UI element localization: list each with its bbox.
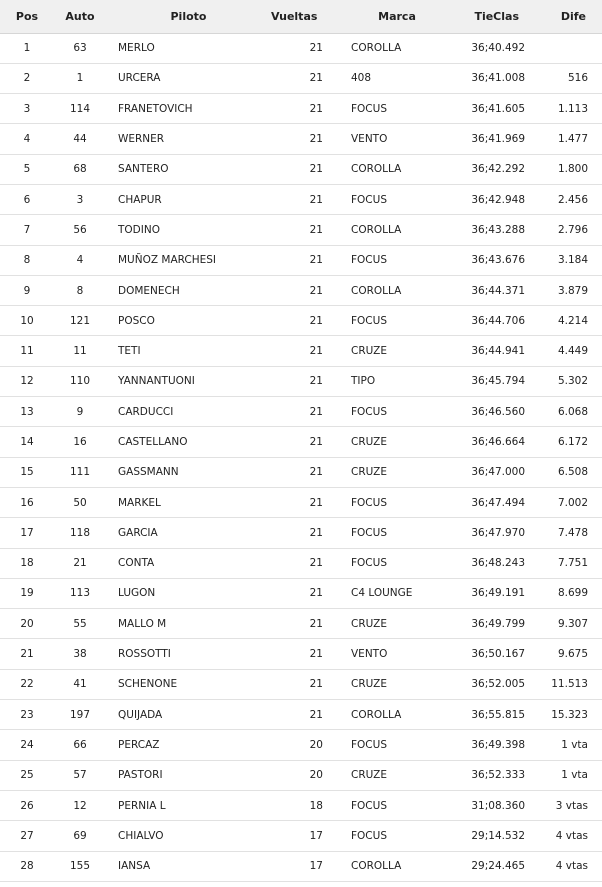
table-row (0, 548, 602, 578)
cell-auto: 57 (54, 760, 106, 790)
cell-vueltas: 21 (271, 700, 347, 730)
cell-piloto: TODINO (106, 215, 271, 245)
cell-tieclas: 36;46.560 (447, 397, 533, 427)
header-piloto: Piloto (106, 0, 271, 33)
cell-dife: 1.800 (533, 154, 602, 184)
cell-pos: 6 (0, 184, 54, 214)
cell-dife: 3.184 (533, 245, 602, 275)
cell-tieclas: 36;40.492 (447, 33, 533, 63)
cell-pos: 12 (0, 366, 54, 396)
cell-pos: 1 (0, 33, 54, 63)
cell-piloto: MARKEL (106, 487, 271, 517)
cell-piloto: URCERA (106, 63, 271, 93)
cell-marca: FOCUS (347, 730, 447, 760)
cell-auto: 118 (54, 518, 106, 548)
cell-marca: CRUZE (347, 457, 447, 487)
cell-vueltas: 21 (271, 397, 347, 427)
cell-pos: 22 (0, 669, 54, 699)
cell-auto: 41 (54, 669, 106, 699)
cell-pos: 8 (0, 245, 54, 275)
cell-dife: 15.323 (533, 700, 602, 730)
cell-dife: 7.478 (533, 518, 602, 548)
cell-pos: 23 (0, 700, 54, 730)
cell-dife: 3 vtas (533, 790, 602, 820)
header-row (0, 0, 602, 33)
cell-tieclas: 36;48.243 (447, 548, 533, 578)
cell-pos: 16 (0, 487, 54, 517)
table-row (0, 184, 602, 214)
cell-marca: CRUZE (347, 427, 447, 457)
header-pos: Pos (0, 0, 54, 33)
cell-dife: 516 (533, 63, 602, 93)
cell-tieclas: 31;08.360 (447, 790, 533, 820)
table-row (0, 63, 602, 93)
cell-tieclas: 36;49.799 (447, 609, 533, 639)
cell-auto: 55 (54, 609, 106, 639)
cell-pos: 10 (0, 306, 54, 336)
cell-pos: 9 (0, 275, 54, 305)
cell-vueltas: 21 (271, 275, 347, 305)
cell-piloto: GARCIA (106, 518, 271, 548)
cell-vueltas: 21 (271, 124, 347, 154)
cell-dife: 4 vtas (533, 851, 602, 881)
cell-marca: CRUZE (347, 669, 447, 699)
cell-auto: 113 (54, 578, 106, 608)
cell-piloto: TETI (106, 336, 271, 366)
header-tieclas: TieClas (447, 0, 533, 33)
cell-piloto: PASTORI (106, 760, 271, 790)
cell-auto: 4 (54, 245, 106, 275)
cell-dife: 2.456 (533, 184, 602, 214)
cell-pos: 21 (0, 639, 54, 669)
cell-tieclas: 36;42.292 (447, 154, 533, 184)
cell-marca: CRUZE (347, 336, 447, 366)
cell-marca: COROLLA (347, 851, 447, 881)
cell-auto: 197 (54, 700, 106, 730)
cell-vueltas: 21 (271, 336, 347, 366)
cell-vueltas: 21 (271, 639, 347, 669)
table-row (0, 609, 602, 639)
cell-pos: 24 (0, 730, 54, 760)
table-row (0, 366, 602, 396)
cell-pos: 2 (0, 63, 54, 93)
cell-pos: 20 (0, 609, 54, 639)
cell-marca: FOCUS (347, 487, 447, 517)
cell-piloto: WERNER (106, 124, 271, 154)
cell-dife: 8.699 (533, 578, 602, 608)
cell-vueltas: 21 (271, 184, 347, 214)
cell-marca: FOCUS (347, 245, 447, 275)
cell-auto: 69 (54, 821, 106, 851)
cell-piloto: POSCO (106, 306, 271, 336)
cell-auto: 68 (54, 154, 106, 184)
cell-tieclas: 36;47.494 (447, 487, 533, 517)
cell-vueltas: 21 (271, 457, 347, 487)
cell-pos: 5 (0, 154, 54, 184)
header-auto: Auto (54, 0, 106, 33)
cell-vueltas: 21 (271, 578, 347, 608)
cell-piloto: CARDUCCI (106, 397, 271, 427)
cell-tieclas: 36;44.941 (447, 336, 533, 366)
table-row (0, 760, 602, 790)
cell-piloto: SANTERO (106, 154, 271, 184)
cell-marca: COROLLA (347, 215, 447, 245)
cell-tieclas: 36;49.398 (447, 730, 533, 760)
cell-dife (533, 33, 602, 63)
cell-auto: 110 (54, 366, 106, 396)
cell-piloto: GASSMANN (106, 457, 271, 487)
cell-piloto: CASTELLANO (106, 427, 271, 457)
cell-tieclas: 36;52.333 (447, 760, 533, 790)
cell-vueltas: 18 (271, 790, 347, 820)
cell-marca: C4 LOUNGE (347, 578, 447, 608)
cell-marca: CRUZE (347, 760, 447, 790)
table-row (0, 790, 602, 820)
cell-pos: 27 (0, 821, 54, 851)
table-row (0, 457, 602, 487)
cell-dife: 5.302 (533, 366, 602, 396)
cell-tieclas: 36;41.008 (447, 63, 533, 93)
table-row (0, 730, 602, 760)
cell-marca: TIPO (347, 366, 447, 396)
cell-dife: 6.068 (533, 397, 602, 427)
cell-dife: 1 vta (533, 760, 602, 790)
table-row (0, 245, 602, 275)
cell-auto: 50 (54, 487, 106, 517)
cell-marca: COROLLA (347, 275, 447, 305)
cell-vueltas: 21 (271, 306, 347, 336)
cell-marca: VENTO (347, 124, 447, 154)
cell-auto: 1 (54, 63, 106, 93)
table-row (0, 700, 602, 730)
cell-auto: 21 (54, 548, 106, 578)
cell-dife: 4 vtas (533, 821, 602, 851)
cell-pos: 19 (0, 578, 54, 608)
table-row (0, 336, 602, 366)
table-row (0, 33, 602, 63)
cell-tieclas: 36;49.191 (447, 578, 533, 608)
cell-pos: 25 (0, 760, 54, 790)
table-row (0, 306, 602, 336)
cell-tieclas: 36;41.969 (447, 124, 533, 154)
cell-piloto: MUÑOZ MARCHESI (106, 245, 271, 275)
cell-piloto: CHAPUR (106, 184, 271, 214)
cell-tieclas: 36;52.005 (447, 669, 533, 699)
cell-marca: FOCUS (347, 518, 447, 548)
cell-marca: FOCUS (347, 94, 447, 124)
cell-piloto: CHIALVO (106, 821, 271, 851)
table-row (0, 275, 602, 305)
table-row (0, 94, 602, 124)
cell-pos: 14 (0, 427, 54, 457)
cell-auto: 63 (54, 33, 106, 63)
cell-marca: FOCUS (347, 548, 447, 578)
cell-pos: 26 (0, 790, 54, 820)
cell-tieclas: 36;41.605 (447, 94, 533, 124)
cell-tieclas: 36;44.371 (447, 275, 533, 305)
cell-vueltas: 21 (271, 487, 347, 517)
cell-vueltas: 21 (271, 518, 347, 548)
table-row (0, 821, 602, 851)
cell-tieclas: 36;46.664 (447, 427, 533, 457)
table-row (0, 518, 602, 548)
cell-tieclas: 36;44.706 (447, 306, 533, 336)
cell-auto: 44 (54, 124, 106, 154)
cell-piloto: LUGON (106, 578, 271, 608)
cell-pos: 18 (0, 548, 54, 578)
cell-auto: 66 (54, 730, 106, 760)
cell-vueltas: 21 (271, 669, 347, 699)
table-row (0, 397, 602, 427)
cell-tieclas: 36;55.815 (447, 700, 533, 730)
cell-dife: 1.113 (533, 94, 602, 124)
cell-tieclas: 36;47.000 (447, 457, 533, 487)
table-row (0, 487, 602, 517)
table-row (0, 124, 602, 154)
table-row (0, 427, 602, 457)
cell-marca: COROLLA (347, 700, 447, 730)
cell-dife: 4.449 (533, 336, 602, 366)
cell-tieclas: 36;42.948 (447, 184, 533, 214)
cell-marca: 408 (347, 63, 447, 93)
cell-marca: COROLLA (347, 33, 447, 63)
cell-marca: FOCUS (347, 821, 447, 851)
cell-auto: 114 (54, 94, 106, 124)
cell-pos: 11 (0, 336, 54, 366)
cell-pos: 17 (0, 518, 54, 548)
table-row (0, 154, 602, 184)
cell-marca: FOCUS (347, 184, 447, 214)
cell-marca: VENTO (347, 639, 447, 669)
cell-pos: 4 (0, 124, 54, 154)
cell-tieclas: 36;50.167 (447, 639, 533, 669)
cell-dife: 11.513 (533, 669, 602, 699)
cell-auto: 16 (54, 427, 106, 457)
cell-auto: 3 (54, 184, 106, 214)
cell-auto: 56 (54, 215, 106, 245)
cell-vueltas: 20 (271, 730, 347, 760)
header-dife: Dife (533, 0, 602, 33)
cell-vueltas: 17 (271, 821, 347, 851)
cell-dife: 2.796 (533, 215, 602, 245)
table-row (0, 639, 602, 669)
table-row (0, 578, 602, 608)
cell-piloto: QUIJADA (106, 700, 271, 730)
cell-dife: 4.214 (533, 306, 602, 336)
cell-vueltas: 21 (271, 427, 347, 457)
cell-dife: 3.879 (533, 275, 602, 305)
cell-piloto: IANSA (106, 851, 271, 881)
cell-piloto: SCHENONE (106, 669, 271, 699)
cell-piloto: CONTA (106, 548, 271, 578)
cell-piloto: YANNANTUONI (106, 366, 271, 396)
cell-vueltas: 21 (271, 33, 347, 63)
cell-vueltas: 20 (271, 760, 347, 790)
cell-pos: 28 (0, 851, 54, 881)
cell-piloto: MERLO (106, 33, 271, 63)
cell-piloto: ROSSOTTI (106, 639, 271, 669)
cell-dife: 6.172 (533, 427, 602, 457)
cell-vueltas: 21 (271, 94, 347, 124)
cell-vueltas: 21 (271, 215, 347, 245)
cell-pos: 3 (0, 94, 54, 124)
cell-marca: FOCUS (347, 790, 447, 820)
cell-vueltas: 21 (271, 366, 347, 396)
results-body (0, 33, 602, 881)
cell-auto: 111 (54, 457, 106, 487)
cell-dife: 9.307 (533, 609, 602, 639)
cell-tieclas: 36;43.676 (447, 245, 533, 275)
cell-vueltas: 21 (271, 63, 347, 93)
cell-dife: 7.751 (533, 548, 602, 578)
cell-piloto: PERNIA L (106, 790, 271, 820)
cell-pos: 13 (0, 397, 54, 427)
cell-marca: FOCUS (347, 397, 447, 427)
cell-pos: 7 (0, 215, 54, 245)
cell-vueltas: 21 (271, 245, 347, 275)
cell-piloto: MALLO M (106, 609, 271, 639)
cell-tieclas: 29;24.465 (447, 851, 533, 881)
cell-marca: FOCUS (347, 306, 447, 336)
table-row (0, 215, 602, 245)
cell-auto: 9 (54, 397, 106, 427)
cell-auto: 12 (54, 790, 106, 820)
cell-vueltas: 17 (271, 851, 347, 881)
cell-tieclas: 29;14.532 (447, 821, 533, 851)
cell-dife: 1 vta (533, 730, 602, 760)
cell-tieclas: 36;47.970 (447, 518, 533, 548)
cell-dife: 7.002 (533, 487, 602, 517)
cell-dife: 9.675 (533, 639, 602, 669)
table-row (0, 669, 602, 699)
cell-auto: 121 (54, 306, 106, 336)
cell-marca: COROLLA (347, 154, 447, 184)
cell-dife: 6.508 (533, 457, 602, 487)
cell-tieclas: 36;45.794 (447, 366, 533, 396)
cell-piloto: FRANETOVICH (106, 94, 271, 124)
cell-auto: 155 (54, 851, 106, 881)
cell-auto: 38 (54, 639, 106, 669)
header-marca: Marca (347, 0, 447, 33)
cell-piloto: PERCAZ (106, 730, 271, 760)
cell-marca: CRUZE (347, 609, 447, 639)
cell-pos: 15 (0, 457, 54, 487)
header-vueltas: Vueltas (271, 0, 347, 33)
cell-tieclas: 36;43.288 (447, 215, 533, 245)
cell-vueltas: 21 (271, 609, 347, 639)
cell-auto: 8 (54, 275, 106, 305)
cell-vueltas: 21 (271, 548, 347, 578)
cell-auto: 11 (54, 336, 106, 366)
cell-dife: 1.477 (533, 124, 602, 154)
table-row (0, 851, 602, 881)
cell-piloto: DOMENECH (106, 275, 271, 305)
cell-vueltas: 21 (271, 154, 347, 184)
